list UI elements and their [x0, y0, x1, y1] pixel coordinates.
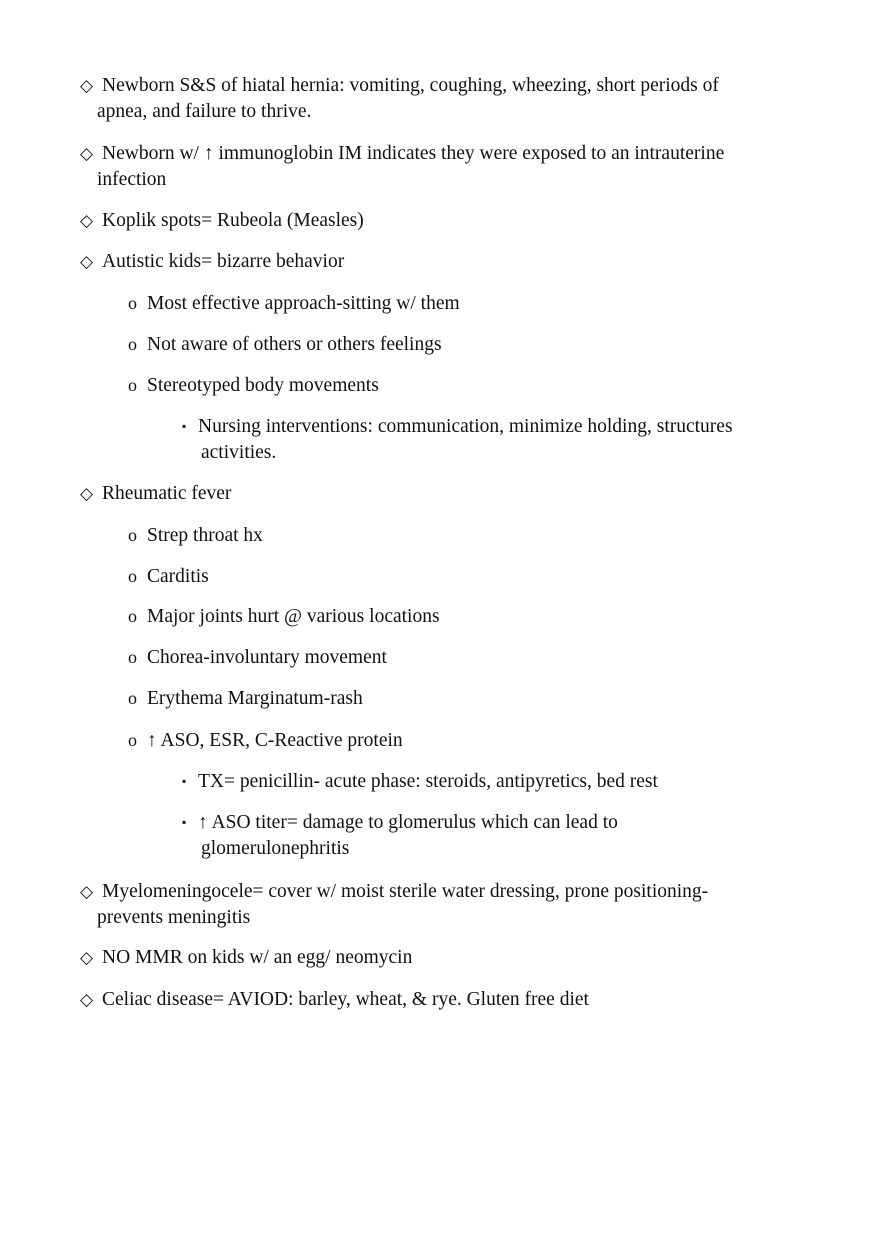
list-item	[182, 413, 733, 466]
list-item-text: NO MMR on kids w/ an egg/ neomycin	[102, 947, 413, 968]
square-bullet-icon: ▪	[182, 815, 187, 829]
list-item	[128, 372, 379, 399]
list-item	[128, 685, 363, 712]
diamond-bullet-icon: ◇	[80, 990, 94, 1009]
list-item-text: Newborn S&S of hiatal hernia: vomiting, coughing, wheezing, short periods of	[102, 75, 719, 96]
circle-bullet-icon: o	[128, 606, 137, 626]
list-item-text-continued: glomerulonephritis	[201, 838, 350, 859]
list-item-text: Most effective approach-sitting w/ them	[147, 293, 460, 314]
square-bullet-icon: ▪	[182, 774, 187, 788]
list-item-text: Koplik spots= Rubeola (Measles)	[102, 210, 364, 231]
list-item	[128, 522, 263, 549]
circle-bullet-icon: o	[128, 525, 137, 545]
list-item	[80, 249, 344, 275]
list-item-text: Newborn w/ ↑ immunoglobin IM indicates they were exposed to an intrauterine	[102, 143, 725, 164]
list-item-text: Myelomeningocele= cover w/ moist sterile water dressing, prone positioning-	[102, 881, 709, 902]
diamond-bullet-icon: ◇	[80, 948, 94, 967]
list-item-text: Chorea-involuntary movement	[147, 647, 387, 668]
list-item-text: Rheumatic fever	[102, 483, 232, 504]
list-item-text: Major joints hurt @ various locations	[147, 606, 440, 627]
list-item	[80, 481, 231, 507]
circle-bullet-icon: o	[128, 730, 137, 750]
circle-bullet-icon: o	[128, 375, 137, 395]
list-item	[128, 727, 403, 754]
list-item-text: Carditis	[147, 566, 209, 587]
diamond-bullet-icon: ◇	[80, 252, 94, 271]
list-item	[128, 603, 440, 630]
diamond-bullet-icon: ◇	[80, 211, 94, 230]
list-item	[182, 809, 618, 862]
list-item-text: Strep throat hx	[147, 525, 263, 546]
list-item-text: Stereotyped body movements	[147, 375, 379, 396]
list-item-text-continued: prevents meningitis	[97, 907, 251, 928]
list-item	[182, 768, 658, 795]
list-item-text-continued: infection	[97, 169, 167, 190]
list-item-text-continued: apnea, and failure to thrive.	[97, 101, 312, 122]
circle-bullet-icon: o	[128, 334, 137, 354]
list-item	[128, 644, 387, 671]
circle-bullet-icon: o	[128, 688, 137, 708]
circle-bullet-icon: o	[128, 293, 137, 313]
list-item	[128, 290, 460, 317]
circle-bullet-icon: o	[128, 566, 137, 586]
list-item	[80, 945, 412, 971]
list-item	[80, 987, 589, 1013]
list-item	[128, 331, 442, 358]
diamond-bullet-icon: ◇	[80, 144, 94, 163]
list-item-text-continued: activities.	[201, 442, 277, 463]
list-item-text: ↑ ASO titer= damage to glomerulus which can lead to	[198, 812, 618, 833]
list-item-text: ↑ ASO, ESR, C-Reactive protein	[147, 730, 403, 751]
diamond-bullet-icon: ◇	[80, 484, 94, 503]
list-item-text: Not aware of others or others feelings	[147, 334, 442, 355]
circle-bullet-icon: o	[128, 647, 137, 667]
list-item-text: Celiac disease= AVIOD: barley, wheat, & rye. Gluten free diet	[102, 989, 589, 1010]
list-item	[80, 879, 708, 931]
list-item	[128, 563, 209, 590]
list-item-text: Autistic kids= bizarre behavior	[102, 251, 345, 272]
list-item	[80, 73, 719, 125]
square-bullet-icon: ▪	[182, 419, 187, 433]
list-item-text: Erythema Marginatum-rash	[147, 688, 363, 709]
diamond-bullet-icon: ◇	[80, 76, 94, 95]
list-item-text: TX= penicillin- acute phase: steroids, antipyretics, bed rest	[198, 771, 658, 792]
list-item-text: Nursing interventions: communication, minimize holding, structures	[198, 416, 733, 437]
list-item	[80, 141, 724, 193]
diamond-bullet-icon: ◇	[80, 882, 94, 901]
list-item	[80, 208, 364, 234]
